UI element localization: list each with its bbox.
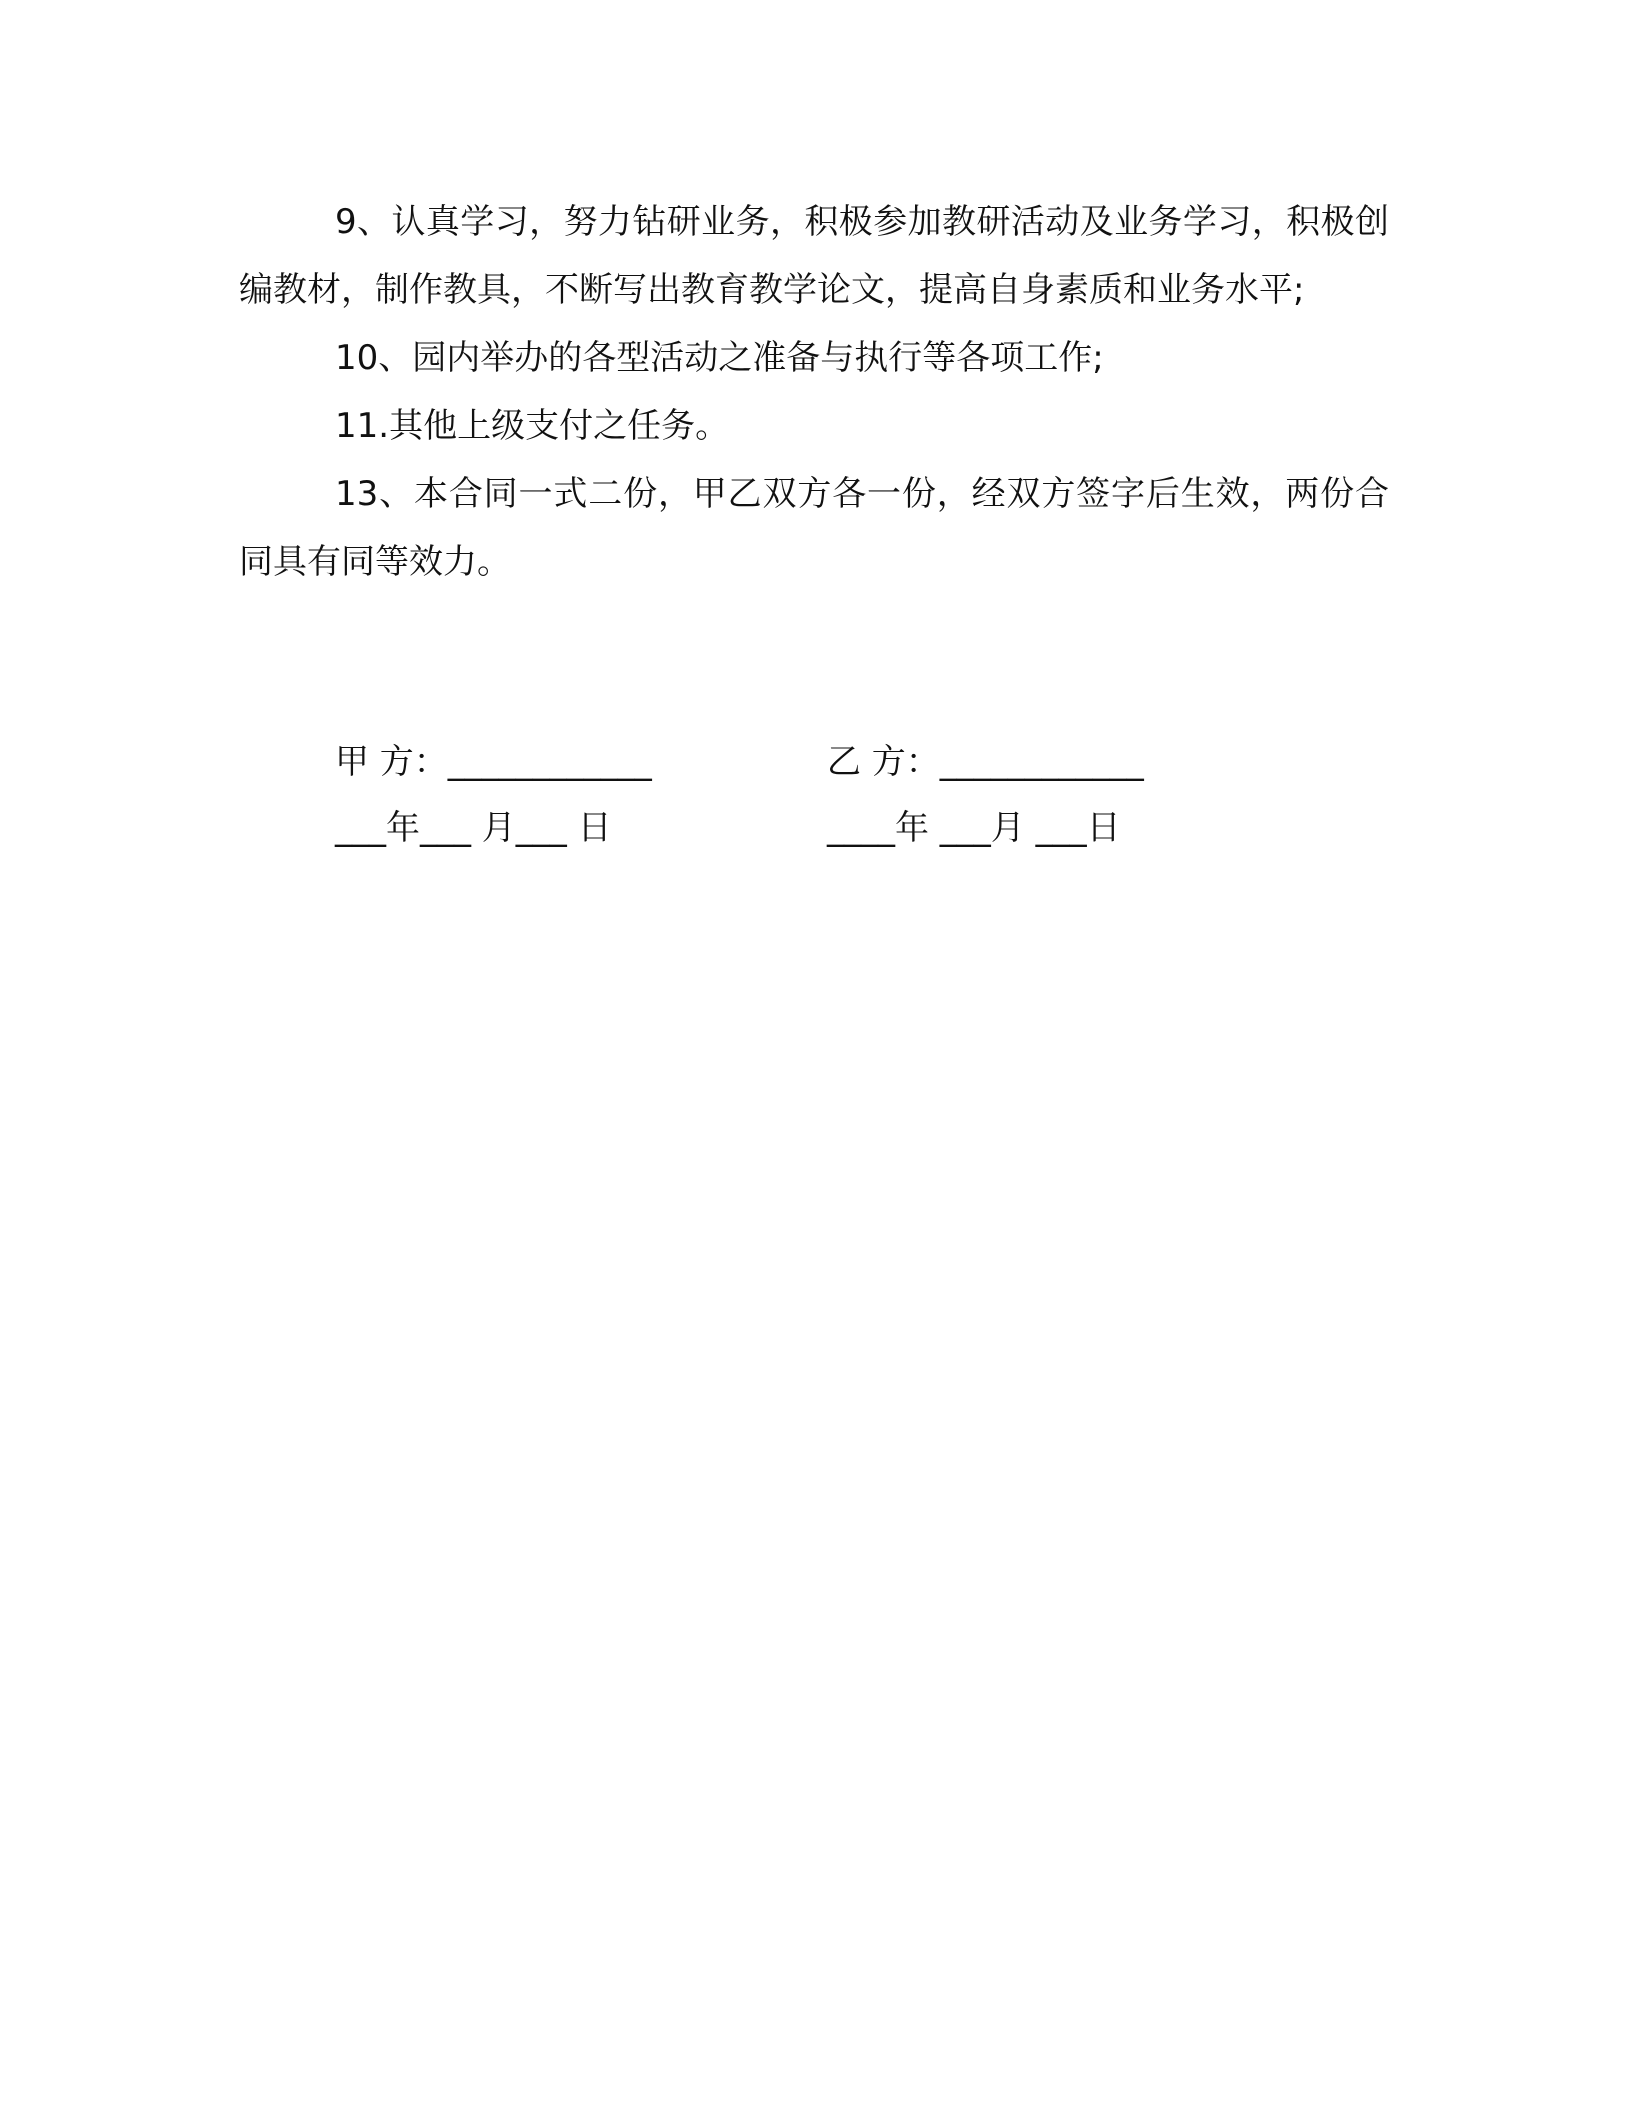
party-a-date-line: ___年___ 月___ 日 [335, 808, 612, 848]
party-b-date-line: ____年 ___月 ___日 [827, 808, 1121, 848]
party-b-signature-line: 乙 方：____________ [827, 742, 1144, 782]
clause-10: 10、园内举办的各型活动之准备与执行等各项工作; [335, 338, 1104, 378]
party-a-signature-line: 甲 方：____________ [335, 742, 652, 782]
contract-body [239, 188, 1389, 596]
clause-9: 9、认真学习，努力钻研业务，积极参加教研活动及业务学习，积极创编教材，制作教具，不断写出教育教学论文，提高自身素质和业务水平; [239, 202, 1389, 310]
clause-11: 11.其他上级支付之任务。 [335, 406, 730, 446]
clause-13: 13、本合同一式二份，甲乙双方各一份，经双方签字后生效，两份合同具有同等效力。 [239, 474, 1389, 582]
